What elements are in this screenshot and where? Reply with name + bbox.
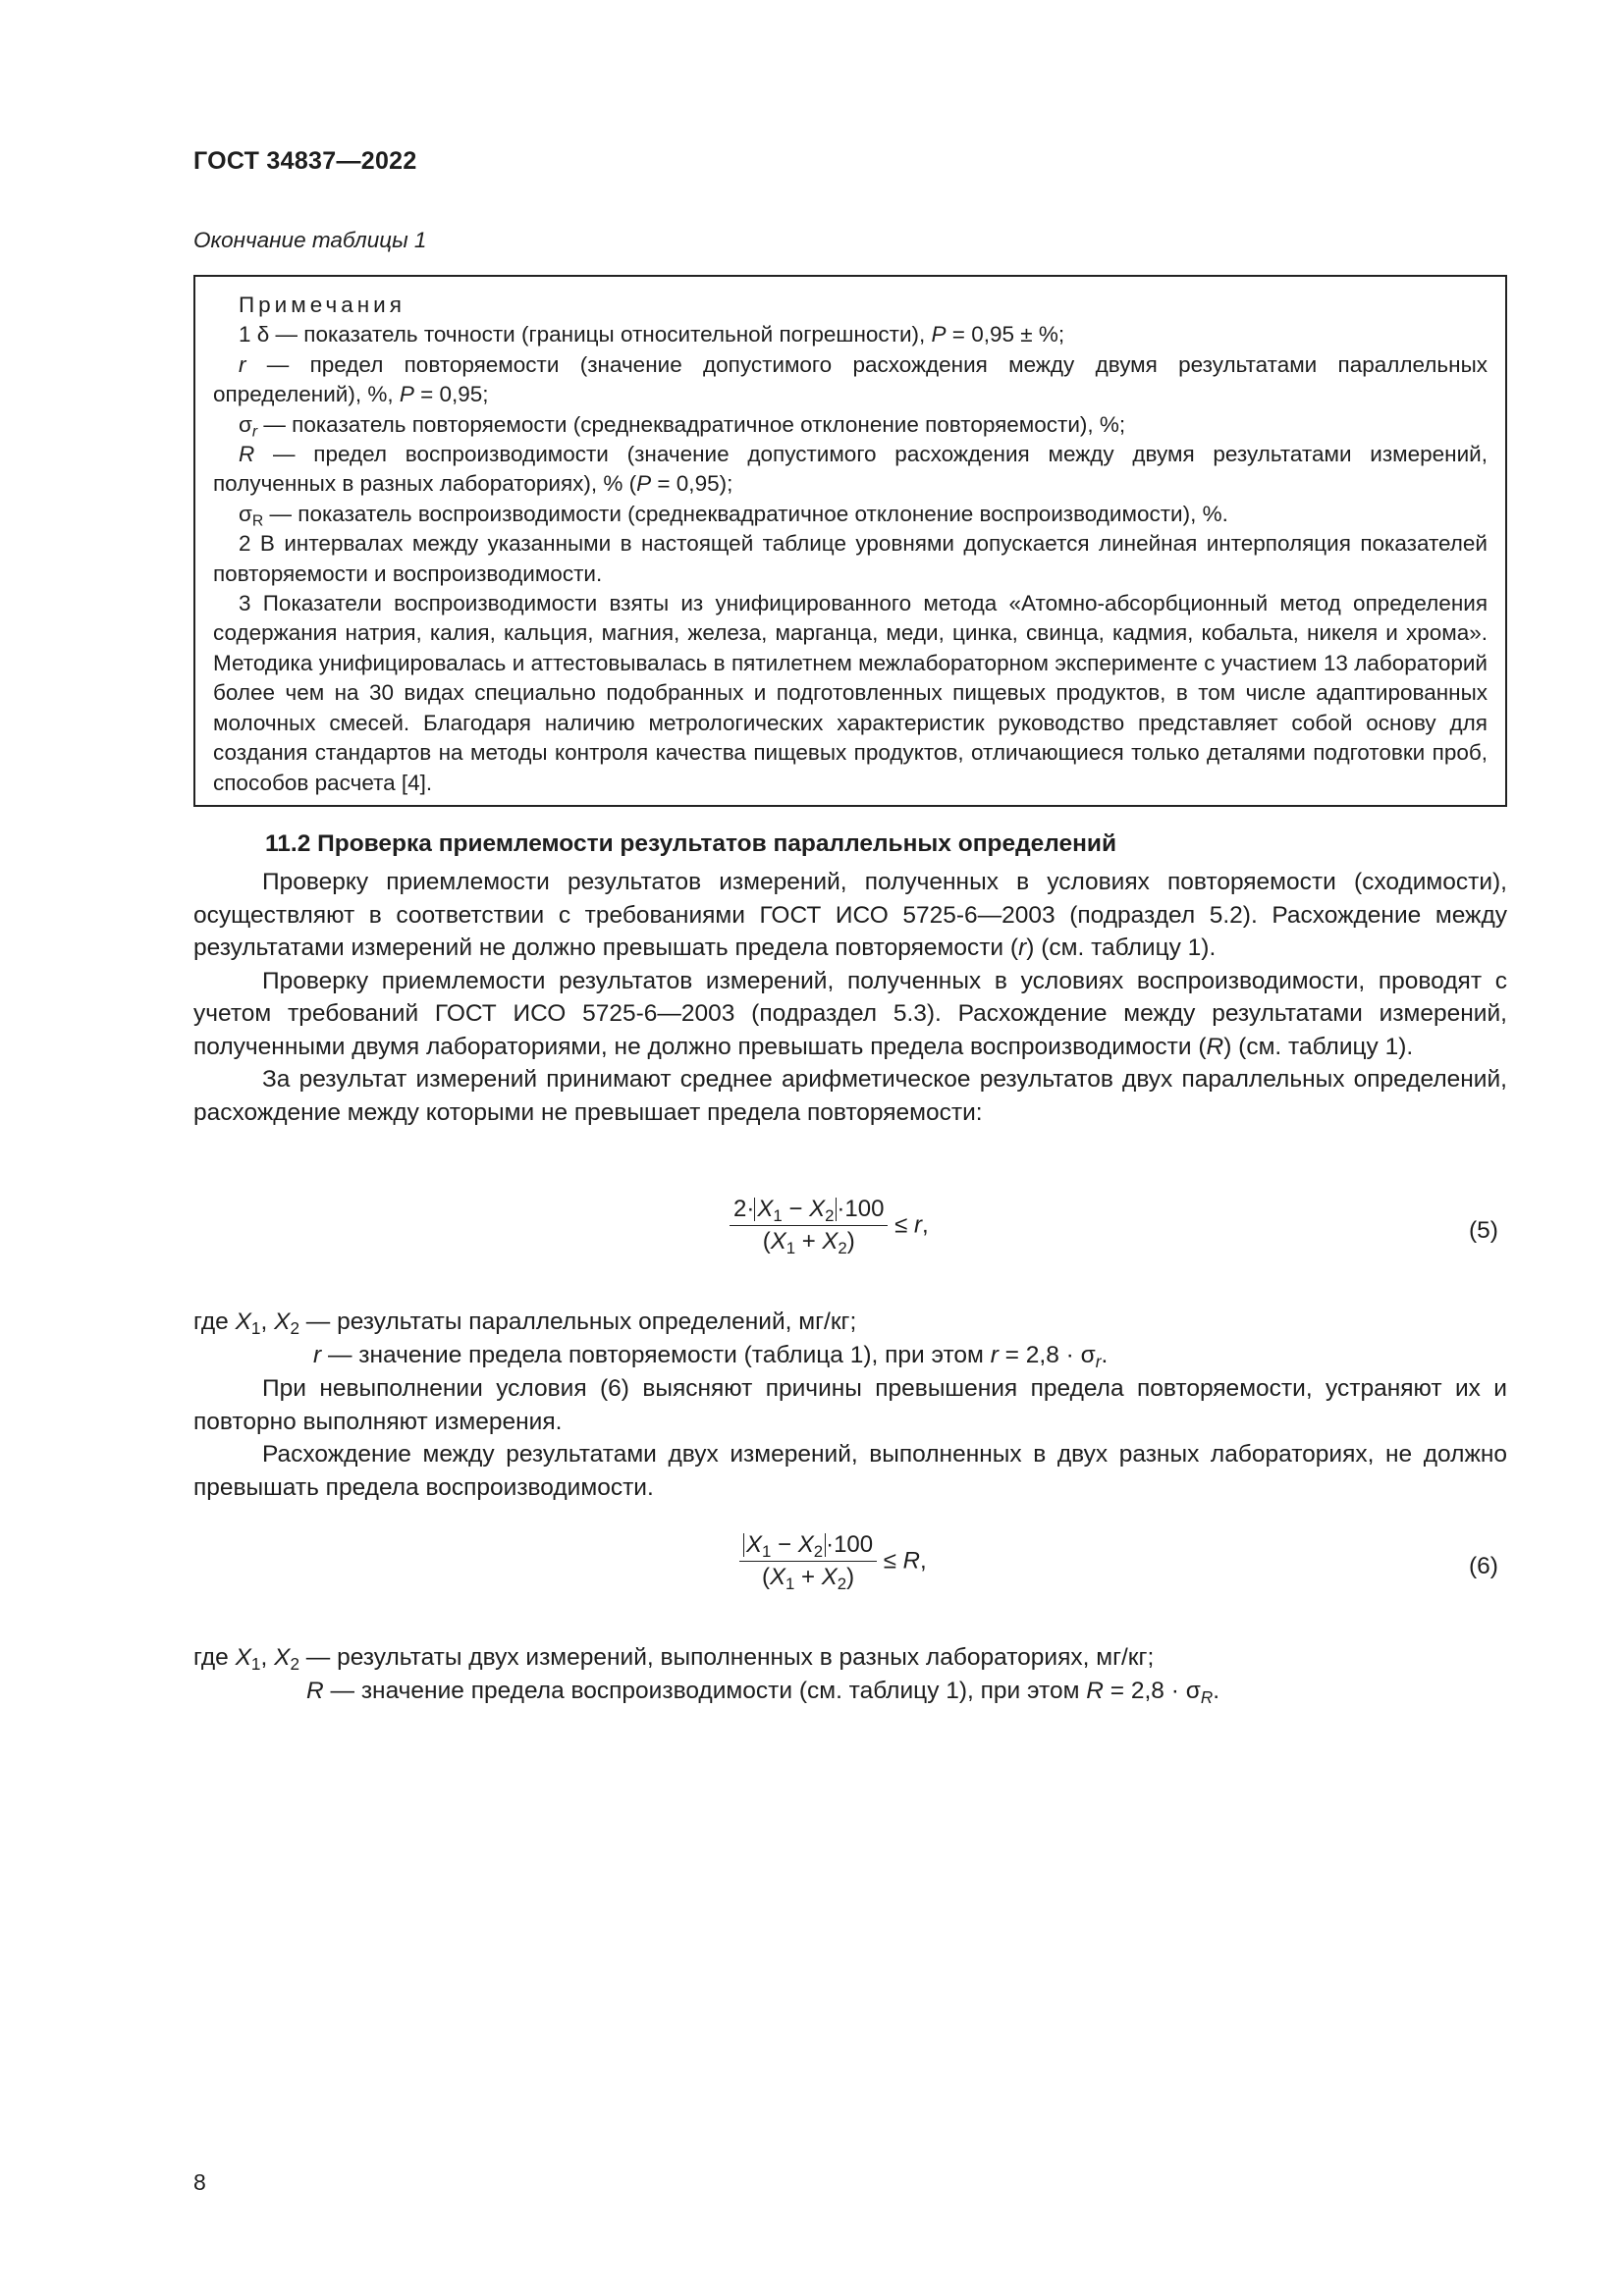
formula-5: $\frac{2\cdot X_1 - X_2 \cdot 100}{(X_1 + X_2)}$ ≤ r, <box>730 1196 929 1255</box>
notes-heading: Примечания <box>239 293 406 317</box>
equation-number-5: (5) <box>1469 1217 1498 1244</box>
note-sigma-r-def: $\sigma_r$ — показатель повторяемости (среднеквадратичное отклонение повторяемости), %; <box>239 411 1126 441</box>
formula-6-fraction: $\frac{X_1 - X_2 \cdot 100}{(X_1 + X_2)}$ <box>739 1531 877 1591</box>
table-caption: Окончание таблицы 1 <box>193 228 427 252</box>
notes-box <box>193 275 1507 807</box>
paragraph-5: Расхождение между результатами двух измерений, выполненных в двух разных лабораториях, не должно превышать предела воспроизводимости. <box>193 1441 1507 1501</box>
note-3: 3 Показатели воспроизводимости взяты из унифицированного метода «Атомно-абсорбционный метод определения содержания натрия, калия, кальция, магния, железа, марганца, меди, цинка, свинца, кадмия, кобальта, никеля и хрома». Методика унифицировалась и аттестовывалась в пятилетнем межлабораторном эксперименте с участием 13 лабораторий более чем на 30 видах специально подобранных и подготовленных пищевых продуктов, в том числе адаптированных молочных смесей. Благодаря наличию метрологических характеристик руководство представляет собой основу для создания стандартов на методы контроля качества пищевых продуктов, отличающиеся только деталями подготовки проб, способов расчета [4]. <box>213 591 1488 795</box>
document-header: ГОСТ 34837—2022 <box>193 147 417 175</box>
paragraph-1: Проверку приемлемости результатов измерений, полученных в условиях повторяемости (сходимости), осуществляют в соответствии с требованиями ГОСТ ИСО 5725-6—2003 (подраздел 5.2). Расхождение между результатами измерений не должно превышать предела повторяемости (r) (см. таблицу 1). <box>193 869 1507 961</box>
equation-number-6: (6) <box>1469 1553 1498 1579</box>
where-block-1: где $X_1$, $X_2$ — результаты параллельных определений, мг/кг; r — значение предела повторяемости (таблица 1), при этом $r = 2,8 \cdot \sigma_r$. <box>193 1308 1109 1371</box>
paragraph-2: Проверку приемлемости результатов измерений, полученных в условиях воспроизводимости, проводят с учетом требований ГОСТ ИСО 5725-6—2003 (подраздел 5.3). Расхождение между результатами измерений, полученными двумя лабораториями, не должно превышать предела воспроизводимости (R) (см. таблицу 1). <box>193 967 1507 1060</box>
note-1: 1 δ — показатель точности (границы относительной погрешности), P = 0,95 ± %; <box>239 322 1065 347</box>
note-2: 2 В интервалах между указанными в настоящей таблице уровнями допускается линейная интерполяция показателей повторяемости и воспроизводимости. <box>213 531 1488 586</box>
note-r-def: r — предел повторяемости (значение допустимого расхождения между двумя результатами параллельных определений), %, P = 0,95; <box>213 351 1488 407</box>
paragraph-3: За результат измерений принимают среднее арифметическое результатов двух параллельных определений, расхождение между которыми не превышает предела повторяемости: <box>193 1066 1507 1126</box>
note-R-def: R — предел воспроизводимости (значение допустимого расхождения между двумя результатами измерений, полученных в разных лабораториях), % (P = 0,95); <box>213 442 1488 497</box>
formula-5-fraction: $\frac{2\cdot X_1 - X_2 \cdot 100}{(X_1 + X_2)}$ <box>730 1196 888 1255</box>
body-paragraphs-1 <box>193 866 1507 1129</box>
note-sigma-R-def: $\sigma_R$ — показатель воспроизводимости (среднеквадратичное отклонение воспроизводимости), %. <box>239 501 1228 530</box>
page-number: 8 <box>193 2169 206 2195</box>
body-paragraphs-2 <box>193 1372 1507 1504</box>
section-title: 11.2 Проверка приемлемости результатов параллельных определений <box>265 830 1117 857</box>
where-block-2: где $X_1$, $X_2$ — результаты двух измерений, выполненных в разных лабораториях, мг/кг; R — значение предела воспроизводимости (см. таблицу 1), при этом $R = 2,8 \cdot \sigma_R$. <box>193 1644 1220 1707</box>
formula-6: $\frac{X_1 - X_2 \cdot 100}{(X_1 + X_2)}$ ≤ R, <box>739 1531 927 1591</box>
paragraph-4: При невыполнении условия (6) выясняют причины превышения предела повторяемости, устраняют их и повторно выполняют измерения. <box>193 1375 1507 1435</box>
